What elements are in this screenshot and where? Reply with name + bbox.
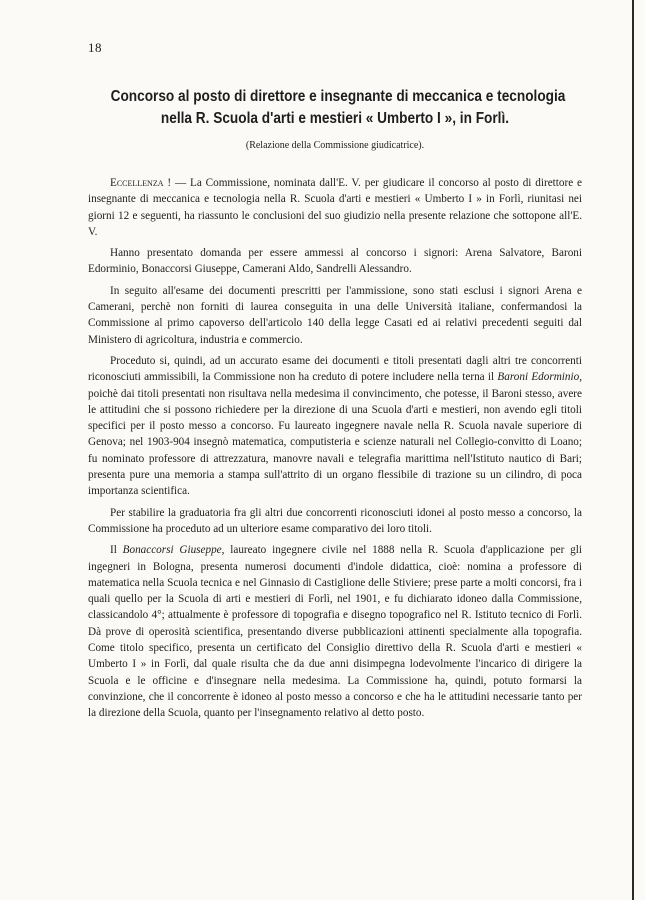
candidate-name-bonaccorsi: Bonaccorsi Giuseppe: [122, 544, 222, 557]
page-number: 18: [88, 40, 102, 55]
paragraph-4-text-b: , poichè dai titoli presentati non risultava nella medesima il convincimento, che potesse, il Baroni stesso, avere le attitudini che si possono richiedere per la direzione di una Scuola d'arti e mestieri, non avendo egli titoli specifici per il posto messo a concorso. Fu laureato ingegnere navale nella R. Scuola navale superiore di Genova; nel 1903-904 insegnò matematica, computisteria e scienze naturali nel Collegio-convitto di Loano; fu nominato professore di attrezzatura, manovre navali e telegrafia marittima nell'Istituto nautico di Bari; presenta pure una memoria a stampa sull'attrito di un organo flessibile di trazione su un cilindro, di poca importanza scientifica.: [88, 371, 582, 498]
title-line-1: Concorso al posto di direttore e insegnante di meccanica e tecnologia: [110, 88, 566, 105]
salutation: Eccellenza !: [110, 177, 172, 189]
page-edge-line: [632, 0, 634, 900]
document-body: [88, 175, 582, 727]
candidate-name-baroni: Baroni Edorminio: [497, 371, 580, 384]
paragraph-6-text-a: Il: [110, 544, 123, 557]
paragraph-4-text-a: Proceduto si, quindi, ad un accurato esame dei documenti e titoli presentati dagli altri tre concorrenti riconosciuti ammissibili, la Commissione non ha creduto di potere includere nella terna il: [88, 354, 582, 384]
paragraph-1-text: — La Commissione, nominata dall'E. V. per giudicare il concorso al posto di direttore e insegnante di meccanica e tecnologia nella R. Scuola d'arti e mestieri « Umberto I » in Forlì, riunitasi nei giorni 12 e seguenti, ha riassunto le conclusioni del suo giudizio nella presente relazione che sottopone all'E. V.: [88, 177, 582, 238]
paragraph-1: [88, 175, 582, 240]
title-line-2: nella R. Scuola d'arti e mestieri « Umberto I », in Forlì.: [160, 110, 510, 127]
paragraph-5: Per stabilire la graduatoria fra gli altri due concorrenti riconosciuti idonei al posto messo a concorso, la Commissione ha proceduto ad un ulteriore esame comparativo dei loro titoli.: [88, 506, 582, 535]
paragraph-2: Hanno presentato domanda per essere ammessi al concorso i signori: Arena Salvatore, Baroni Edorminio, Bonaccorsi Giuseppe, Camerani Aldo, Sandrelli Alessandro.: [88, 247, 582, 276]
paragraph-4: [88, 353, 582, 500]
page-title: [110, 86, 566, 130]
paragraph-6-text-b: , laureato ingegnere civile nel 1888 nella R. Scuola d'applicazione per gli ingegneri in Bologna, presenta numerosi documenti d'indole didattica, cioè: nomina a professore di matematica nella Scuola tecnica e nel Ginnasio di Castiglione delle Stiviere; prese parte a molti concorsi, fra i quali quello per la Scuola di arti e mestieri di Forlì, nel 1901, e fu dichiarato idoneo dalla Commissione, classicandolo 4°; attualmente è professore di topografia e disegno topografico nel R. Istituto tecnico di Forlì. Dà prove di operosità scientifica, presentando diverse pubblicazioni attinenti specialmente alla topografia. Come titolo specifico, presenta un certificato del Consiglio direttivo della R. Scuola d'arti e mestieri « Umberto I » in Forlì, dal quale risulta che da due anni disimpegna lodevolmente l'incarico di dirigere la Scuola e le officine e d'insegnare nella medesima. La Commissione ha, quindi, potuto formarsi la convinzione, che il concorrente è idoneo al posto messo a concorso e che ha le attitudini necessarie tanto per la direzione della Scuola, quanto per l'insegnamento relativo al detto posto.: [88, 544, 582, 720]
paragraph-6: [88, 542, 582, 721]
paragraph-3: In seguito all'esame dei documenti prescritti per l'ammissione, sono stati esclusi i signori Arena e Camerani, perchè non forniti di laurea conseguita in una delle Università italiane, confermandosi la Commissione al primo capoverso dell'articolo 140 della legge Casati ed ai relativi precedenti seguiti dal Ministero di agricoltura, industria e commercio.: [88, 284, 582, 346]
subtitle: (Relazione della Commissione giudicatrice).: [245, 140, 425, 151]
